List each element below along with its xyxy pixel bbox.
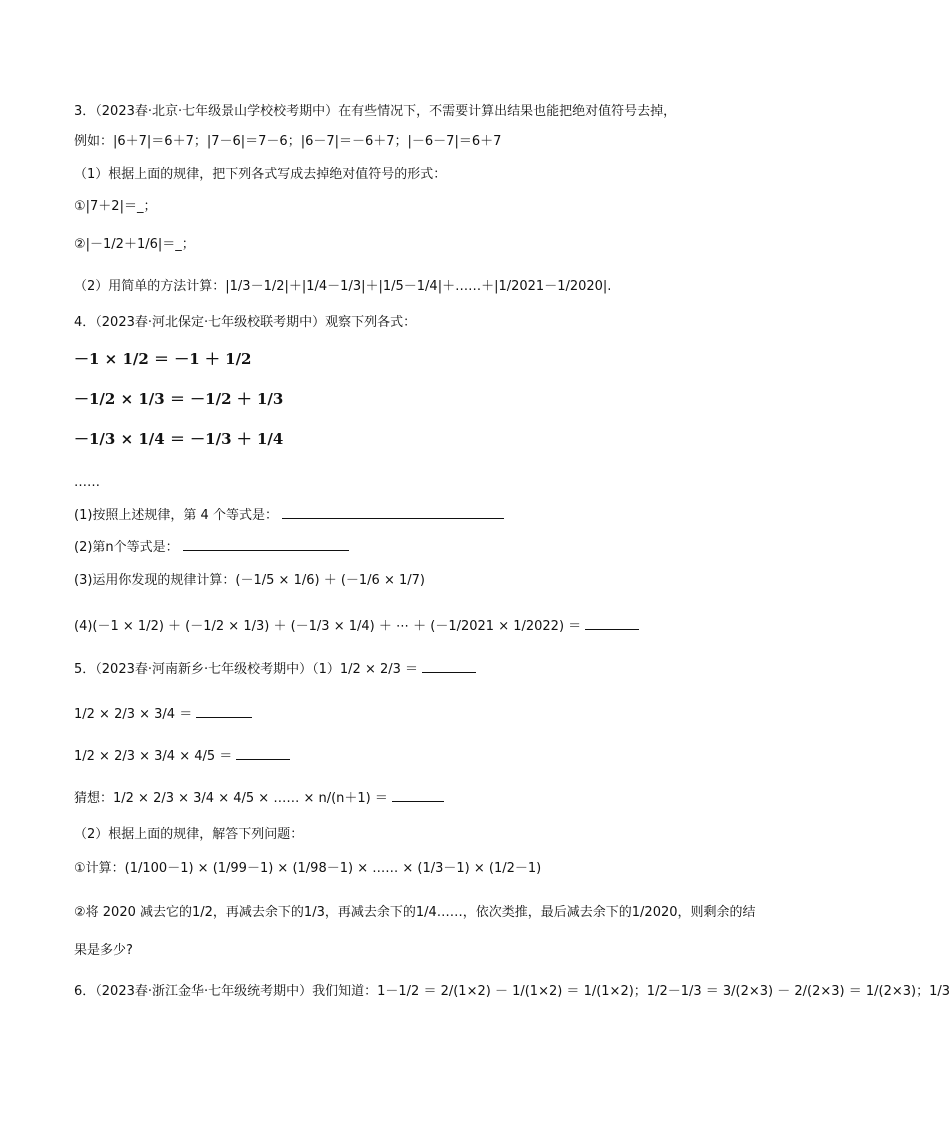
answer-blank[interactable] (282, 506, 504, 519)
q5-title-text: 5．（2023春·河南新乡·七年级校考期中）（1）1/2 × 2/3 ＝ (74, 662, 419, 677)
q5-item2a: ②将 2020 减去它的1/2，再减去余下的1/3，再减去余下的1/4……，依次类推，最后减去余下的1/2020，则剩余的结 (74, 905, 756, 920)
q3-part2: （2）用简单的方法计算：|1/3－1/2|＋|1/4－1/3|＋|1/5－1/4|＋……＋|1/2021－1/2020|. (74, 279, 612, 294)
q3-item2: ②|－1/2＋1/6|＝_； (74, 237, 195, 252)
q6-title: 6．（2023春·浙江金华·七年级统考期中）我们知道：1－1/2 ＝ 2/(1×2) － 1/(1×2) ＝ 1/(1×2)；1/2－1/3 ＝ 3/(2×3) － 2/(2×3) ＝ 1/(2×3)；1/3 (74, 984, 950, 999)
q5-l2 (74, 705, 252, 724)
q5-l3-text: 1/2 × 2/3 × 3/4 × 4/5 ＝ (74, 749, 233, 764)
answer-blank[interactable] (183, 538, 349, 551)
q3-item1: ①|7＋2|＝_； (74, 199, 157, 214)
q4-p4-text: (4)(－1 × 1/2) ＋ (－1/2 × 1/3) ＋ (－1/3 × 1/4) ＋ ⋯ ＋ (－1/2021 × 1/2022) ＝ (74, 619, 582, 634)
q4-p1 (74, 506, 504, 525)
q4-eq3: －1/3 × 1/4 ＝ －1/3 ＋ 1/4 (74, 430, 284, 448)
q5-l2-text: 1/2 × 2/3 × 3/4 ＝ (74, 707, 193, 722)
q5-title (74, 660, 476, 679)
answer-blank[interactable] (585, 617, 639, 630)
answer-blank[interactable] (422, 660, 476, 673)
q4-p2-text: (2)第n个等式是： (74, 540, 179, 555)
q3-line1: 3．（2023春·北京·七年级景山学校校考期中）在有些情况下，不需要计算出结果也能把绝对值符号去掉， (74, 104, 677, 119)
q5-guess-text: 猜想：1/2 × 2/3 × 3/4 × 4/5 × …… × n/(n＋1) ＝ (74, 791, 388, 806)
q4-eq1: －1 × 1/2 ＝ －1 ＋ 1/2 (74, 350, 252, 368)
q3-part1: （1）根据上面的规律，把下列各式写成去掉绝对值符号的形式： (74, 167, 447, 182)
q5-guess (74, 789, 444, 808)
answer-blank[interactable] (392, 789, 444, 802)
q4-p1-text: (1)按照上述规律，第 4 个等式是： (74, 508, 278, 523)
q4-p2 (74, 538, 349, 557)
answer-blank[interactable] (236, 747, 290, 760)
q5-calc: ①计算：(1/100－1) × (1/99－1) × (1/98－1) × …… × (1/3－1) × (1/2－1) (74, 861, 542, 876)
q4-p4 (74, 617, 639, 636)
q4-ellipsis: …… (74, 475, 100, 490)
q4-eq2: －1/2 × 1/3 ＝ －1/2 ＋ 1/3 (74, 390, 284, 408)
q5-part2: （2）根据上面的规律，解答下列问题： (74, 827, 304, 842)
q3-example-line: 例如：|6＋7|＝6＋7；|7－6|＝7－6；|6－7|＝－6＋7；|－6－7|＝6＋7 (74, 134, 502, 149)
answer-blank[interactable] (196, 705, 252, 718)
q4-p3: (3)运用你发现的规律计算：(－1/5 × 1/6) ＋ (－1/6 × 1/7) (74, 573, 425, 588)
q4-title: 4．（2023春·河北保定·七年级校联考期中）观察下列各式： (74, 315, 417, 330)
q5-item2b: 果是多少? (74, 943, 133, 958)
q5-l3 (74, 747, 290, 766)
